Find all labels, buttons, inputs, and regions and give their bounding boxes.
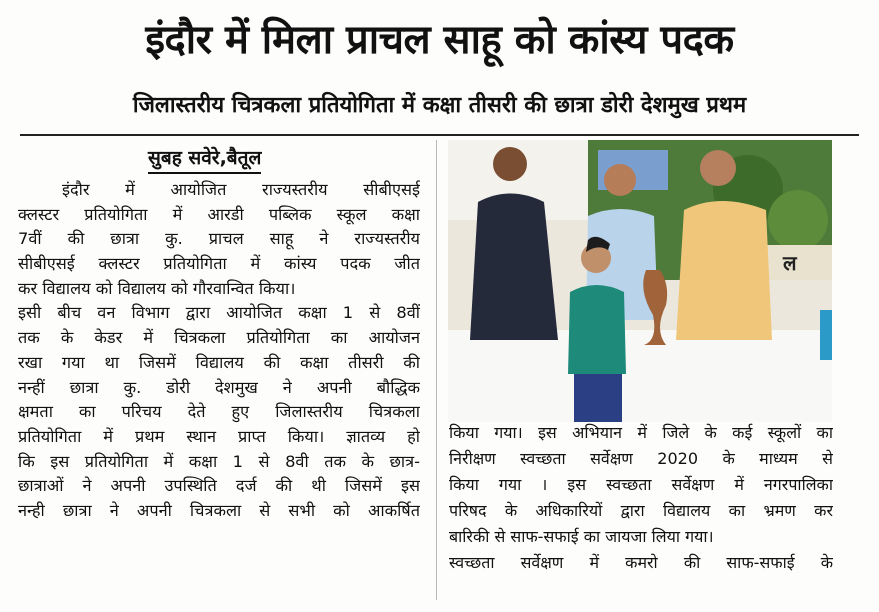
text-line: सीबीएसई क्लस्टर प्रतियोगिता में कांस्य पदक जीत bbox=[18, 254, 420, 274]
text-line: इंदौर में आयोजित राज्यस्तरीय सीबीएसई bbox=[62, 180, 420, 199]
photo-student bbox=[568, 285, 626, 374]
text-line: स्वच्छता सर्वेक्षण में कमरो की साफ-सफाई के bbox=[449, 553, 833, 572]
text-line: निरीक्षण स्वच्छता सर्वेक्षण 2020 के माध्यम से bbox=[449, 449, 833, 468]
award-ceremony-photo bbox=[448, 140, 832, 422]
text-line: नन्ही छात्रा ने अपनी चित्रकला से सभी को आकर्षित bbox=[18, 500, 420, 520]
text-line: क्लस्टर प्रतियोगिता में आरडी पब्लिक स्कूल कक्षा bbox=[18, 204, 420, 224]
photo-person-left bbox=[470, 194, 558, 341]
text-line: 7वीं की छात्रा कु. प्राचल साहू ने राज्यस्तरीय bbox=[18, 229, 420, 249]
byline: सुबह सवेरे,बैतूल bbox=[148, 144, 261, 174]
header-rule bbox=[20, 134, 859, 136]
text-line: बारिकी से साफ-सफाई का जायजा लिया गया। bbox=[449, 527, 714, 546]
left-column bbox=[18, 178, 420, 524]
text-line: किया गया । इस स्वच्छता सर्वेक्षण में नगरपालिका bbox=[449, 475, 833, 494]
text-line: नन्हीं छात्रा कु. डोरी देशमुख ने अपनी बौद्धिक bbox=[18, 377, 420, 397]
text-line: छात्राओं ने अपनी उपस्थिति दर्ज की थी जिसमें इस bbox=[18, 476, 420, 496]
subheadline: जिलास्तरीय चित्रकला प्रतियोगिता में कक्षा तीसरी की छात्रा डोरी देशमुख प्रथम bbox=[132, 93, 747, 118]
headline: इंदौर में मिला प्राचल साहू को कांस्य पदक bbox=[145, 17, 734, 63]
text-line: रखा गया था जिसमें विद्यालय की कक्षा तीसरी की bbox=[18, 352, 420, 372]
photo-person-right bbox=[676, 201, 772, 340]
text-line: क्षमता का परिचय देते हुए जिलास्तरीय चित्रकला bbox=[18, 402, 420, 422]
text-line: किया गया। इस अभियान में जिले के कई स्कूलों का bbox=[449, 423, 833, 442]
right-column bbox=[449, 420, 833, 576]
text-line: तक के केडर में चित्रकला प्रतियोगिता का आयोजन bbox=[18, 328, 420, 348]
photo-illustration bbox=[448, 140, 832, 422]
text-line: इसी बीच वन विभाग द्वारा आयोजित कक्षा 1 से 8वीं bbox=[18, 303, 420, 323]
column-divider bbox=[436, 140, 437, 600]
text-line: कि इस प्रतियोगिता में कक्षा 1 से 8वी तक के छात्र- bbox=[18, 451, 420, 471]
text-line: कर विद्यालय को विद्यालय को गौरवान्वित किया। bbox=[18, 278, 296, 298]
text-line: प्रतियोगिता में प्रथम स्थान प्राप्त किया। ज्ञातव्य हो bbox=[18, 426, 420, 446]
text-line: परिषद के अधिकारियों द्वारा विद्यालय का भ्रमण कर bbox=[449, 501, 833, 520]
photo-table bbox=[448, 330, 832, 422]
banner-text: ल bbox=[783, 251, 797, 275]
